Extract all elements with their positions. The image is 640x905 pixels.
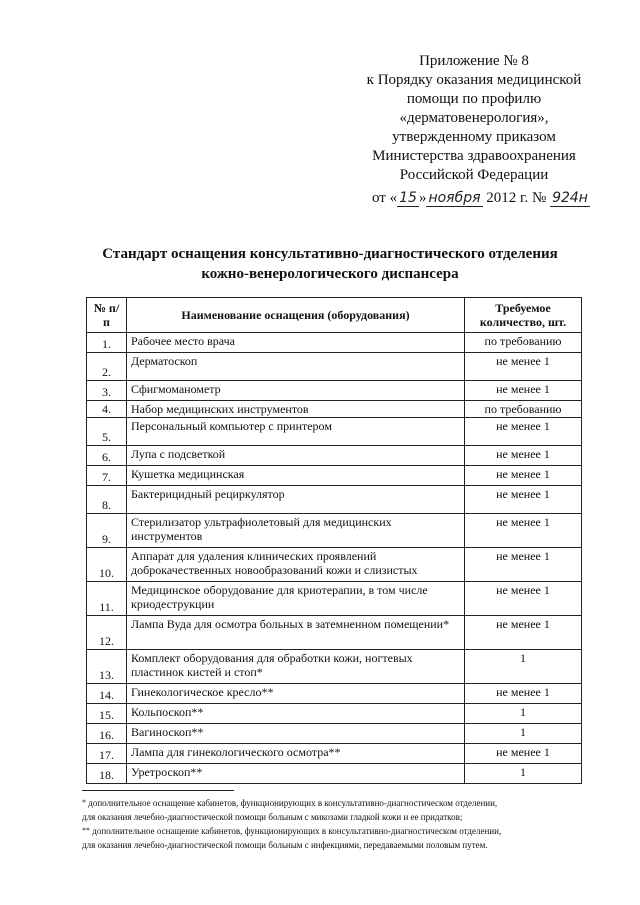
header-number: № п/п (87, 298, 127, 333)
row-quantity: не менее 1 (465, 486, 582, 514)
row-quantity: не менее 1 (465, 381, 582, 401)
footnote-text: дополнительное оснащение кабинетов, функционирующих в консультативно-диагностическом отделении, (86, 798, 498, 808)
row-number: 16. (87, 724, 127, 744)
row-number: 7. (87, 466, 127, 486)
table-row (87, 650, 582, 684)
row-number: 12. (87, 616, 127, 650)
row-number: 1. (87, 333, 127, 353)
row-quantity: не менее 1 (465, 616, 582, 650)
table-row (87, 446, 582, 466)
table-row (87, 381, 582, 401)
row-number: 11. (87, 582, 127, 616)
row-quantity: не менее 1 (465, 418, 582, 446)
row-quantity: 1 (465, 704, 582, 724)
order-year: 2012 г. № (482, 190, 551, 206)
row-number: 17. (87, 744, 127, 764)
table-row (87, 684, 582, 704)
title-line: кожно-венерологического диспансера (201, 266, 459, 282)
footnote-mark: * (82, 798, 86, 807)
title-line: Стандарт оснащения консультативно-диагностического отделения (102, 246, 558, 262)
row-number: 5. (87, 418, 127, 446)
row-number: 14. (87, 684, 127, 704)
row-number: 9. (87, 514, 127, 548)
row-name: Гинекологическое кресло** (127, 684, 465, 704)
row-quantity: не менее 1 (465, 446, 582, 466)
annex-header (348, 52, 600, 185)
row-number: 6. (87, 446, 127, 466)
table-row (87, 401, 582, 418)
footnote-mark: ** (82, 826, 90, 835)
row-name: Комплект оборудования для обработки кожи, ногтевых пластинок кистей и стоп* (127, 650, 465, 684)
row-name: Стерилизатор ультрафиолетовый для медицинских инструментов (127, 514, 465, 548)
annex-line: Российской Федерации (399, 167, 549, 183)
annex-line: Приложение № 8 (419, 53, 529, 69)
row-name: Медицинское оборудование для криотерапии, в том числе криодеструкции (127, 582, 465, 616)
order-number-handwritten: 924н (552, 190, 588, 206)
order-reference (372, 190, 632, 207)
order-mid: » (418, 190, 427, 206)
annex-line: утвержденному приказом (392, 129, 556, 145)
row-name: Лампа для гинекологического осмотра** (127, 744, 465, 764)
row-number: 3. (87, 381, 127, 401)
footnote-text-line: для оказания лечебно-диагностической помощи больным с инфекциями, передаваемыми половым путем. (82, 840, 488, 850)
row-quantity: не менее 1 (465, 514, 582, 548)
row-quantity: по требованию (465, 401, 582, 418)
table-row (87, 724, 582, 744)
table-row (87, 582, 582, 616)
footnote-2 (82, 824, 602, 838)
row-number: 8. (87, 486, 127, 514)
row-quantity: не менее 1 (465, 466, 582, 486)
footnotes (82, 796, 602, 852)
row-quantity: не менее 1 (465, 353, 582, 381)
footnote-divider (82, 790, 234, 791)
annex-line: помощи по профилю (406, 91, 542, 107)
row-name: Персональный компьютер с принтером (127, 418, 465, 446)
row-name: Уретроскоп** (127, 764, 465, 784)
order-prefix: от « (372, 190, 398, 206)
footnote-1 (82, 796, 602, 810)
row-name: Лампа Вуда для осмотра больных в затемненном помещении* (127, 616, 465, 650)
row-quantity: не менее 1 (465, 744, 582, 764)
row-quantity: 1 (465, 724, 582, 744)
row-name: Лупа с подсветкой (127, 446, 465, 466)
annex-line: «дерматовенерология», (399, 110, 549, 126)
order-day-handwritten: 15 (399, 190, 417, 206)
table-row (87, 704, 582, 724)
footnote-text-line: для оказания лечебно-диагностической помощи больным с микозами гладкой кожи и ее придатков; (82, 812, 463, 822)
table-header-row (87, 298, 582, 333)
row-name: Кольпоскоп** (127, 704, 465, 724)
document-title (60, 244, 600, 284)
footnote-text: дополнительное оснащение кабинетов, функционирующих в консультативно-диагностическом отделении, (90, 826, 502, 836)
table-row (87, 486, 582, 514)
row-name: Дерматоскоп (127, 353, 465, 381)
row-name: Аппарат для удаления клинических проявлений доброкачественных новообразований кожи и слизистых (127, 548, 465, 582)
row-name: Вагиноскоп** (127, 724, 465, 744)
row-quantity: не менее 1 (465, 548, 582, 582)
header-quantity: Требуемое количество, шт. (465, 298, 582, 333)
row-quantity: не менее 1 (465, 684, 582, 704)
equipment-table (86, 297, 582, 784)
table-row (87, 418, 582, 446)
row-name: Сфигмоманометр (127, 381, 465, 401)
table-row (87, 333, 582, 353)
order-month-handwritten: ноября (428, 190, 481, 206)
row-number: 4. (87, 401, 127, 418)
row-name: Кушетка медицинская (127, 466, 465, 486)
annex-line: к Порядку оказания медицинской (366, 72, 582, 88)
row-number: 13. (87, 650, 127, 684)
row-name: Бактерицидный рециркулятор (127, 486, 465, 514)
row-quantity: не менее 1 (465, 582, 582, 616)
row-number: 18. (87, 764, 127, 784)
table-row (87, 548, 582, 582)
table-row (87, 744, 582, 764)
row-quantity: по требованию (465, 333, 582, 353)
table-row (87, 466, 582, 486)
table-row (87, 616, 582, 650)
row-quantity: 1 (465, 650, 582, 684)
table-row (87, 514, 582, 548)
row-quantity: 1 (465, 764, 582, 784)
annex-line: Министерства здравоохранения (372, 148, 576, 164)
row-number: 15. (87, 704, 127, 724)
row-name: Набор медицинских инструментов (127, 401, 465, 418)
table-row (87, 353, 582, 381)
row-number: 2. (87, 353, 127, 381)
table-row (87, 764, 582, 784)
row-name: Рабочее место врача (127, 333, 465, 353)
row-number: 10. (87, 548, 127, 582)
header-name: Наименование оснащения (оборудования) (127, 298, 465, 333)
